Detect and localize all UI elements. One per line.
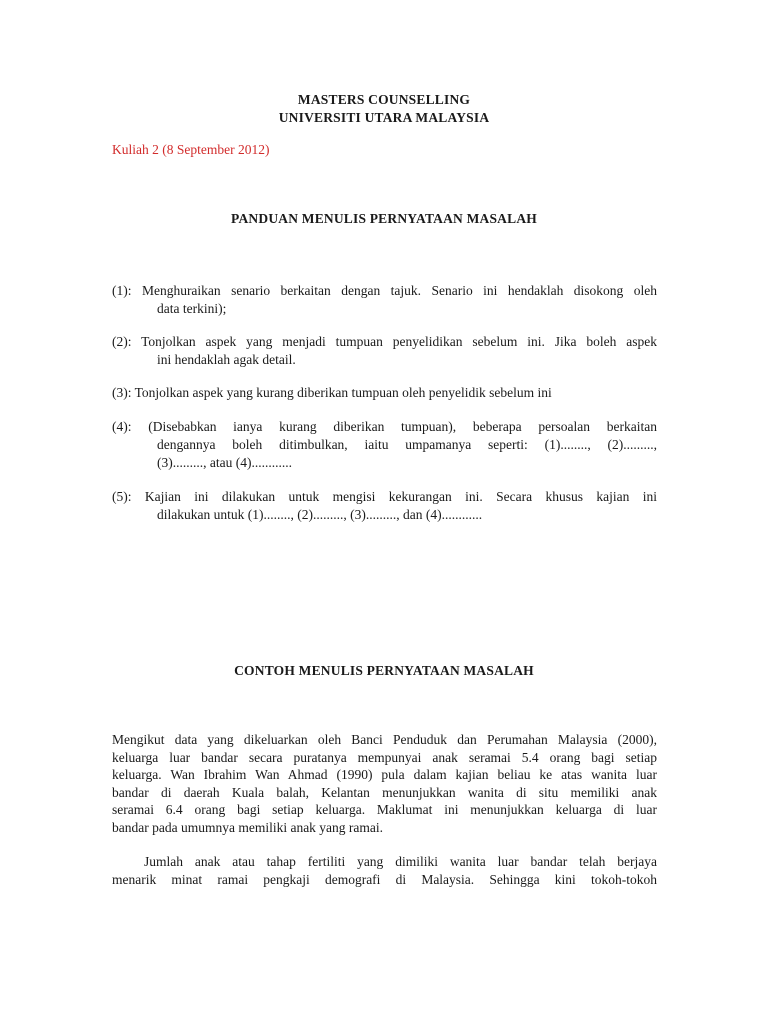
guide-point-2-line-1: (2): Tonjolkan aspek yang menjadi tumpuan penyelidikan sebelum ini. Jika boleh aspek bbox=[112, 334, 657, 349]
guide-point-2-line-2: ini hendaklah agak detail. bbox=[157, 352, 296, 367]
institution-heading-university: UNIVERSITI UTARA MALAYSIA bbox=[278, 110, 490, 125]
example-paragraph-2 bbox=[112, 853, 657, 888]
guide-point-4-line-1: (4): (Disebabkan ianya kurang diberikan tumpuan), beberapa persoalan berkaitan bbox=[112, 419, 657, 434]
institution-heading-program: MASTERS COUNSELLING bbox=[297, 92, 471, 107]
guide-point-4-line-3: (3)........., atau (4)............ bbox=[157, 455, 292, 470]
guide-point-2 bbox=[112, 333, 657, 369]
guide-point-3 bbox=[112, 384, 657, 402]
guide-point-5-line-1: (5): Kajian ini dilakukan untuk mengisi kekurangan ini. Secara khusus kajian ini bbox=[112, 489, 657, 504]
paragraph-1-line: keluarga luar bandar secara puratanya mempunyai anak seramai 5.4 orang bagi setiap bbox=[112, 749, 657, 765]
guide-point-1 bbox=[112, 282, 657, 318]
guide-point-4 bbox=[112, 418, 657, 472]
paragraph-1-line: keluarga. Wan Ibrahim Wan Ahmad (1990) pula dalam kajian beliau ke atas wanita luar bbox=[112, 767, 657, 782]
lecture-label: Kuliah 2 (8 September 2012) bbox=[112, 142, 270, 157]
example-paragraph-1 bbox=[112, 731, 657, 836]
guide-point-3-line-1: (3): Tonjolkan aspek yang kurang diberikan tumpuan oleh penyelidik sebelum ini bbox=[112, 385, 552, 400]
paragraph-2-line: Jumlah anak atau tahap fertiliti yang dimiliki wanita luar bandar telah berjaya bbox=[144, 854, 657, 869]
example-title: CONTOH MENULIS PERNYATAAN MASALAH bbox=[234, 663, 534, 678]
guide-point-1-line-1: (1): Menghuraikan senario berkaitan dengan tajuk. Senario ini hendaklah disokong oleh bbox=[112, 283, 657, 298]
paragraph-2-line: menarik minat ramai pengkaji demografi di Malaysia. Sehingga kini tokoh-tokoh bbox=[112, 871, 657, 887]
guide-point-5-line-2: dilakukan untuk (1)........, (2)........., (3)........., dan (4)............ bbox=[157, 507, 483, 522]
paragraph-1-line: bandar pada umumnya memiliki anak yang ramai. bbox=[112, 819, 384, 835]
guide-point-4-line-2: dengannya boleh ditimbulkan, iaitu umpamanya seperti: (1)........, (2)........., bbox=[157, 437, 657, 452]
paragraph-1-line: bandar di daerah Kuala balah, Kelantan menunjukkan wanita di situ memiliki anak bbox=[112, 784, 657, 800]
paragraph-1-line: Mengikut data yang dikeluarkan oleh Banci Penduduk dan Perumahan Malaysia (2000), bbox=[112, 732, 657, 747]
guide-point-1-line-2: data terkini); bbox=[157, 301, 227, 316]
guide-title: PANDUAN MENULIS PERNYATAAN MASALAH bbox=[231, 211, 537, 226]
paragraph-1-line: seramai 6.4 orang bagi setiap keluarga. Maklumat ini menunjukkan keluarga di luar bbox=[112, 802, 657, 817]
guide-point-5 bbox=[112, 488, 657, 524]
